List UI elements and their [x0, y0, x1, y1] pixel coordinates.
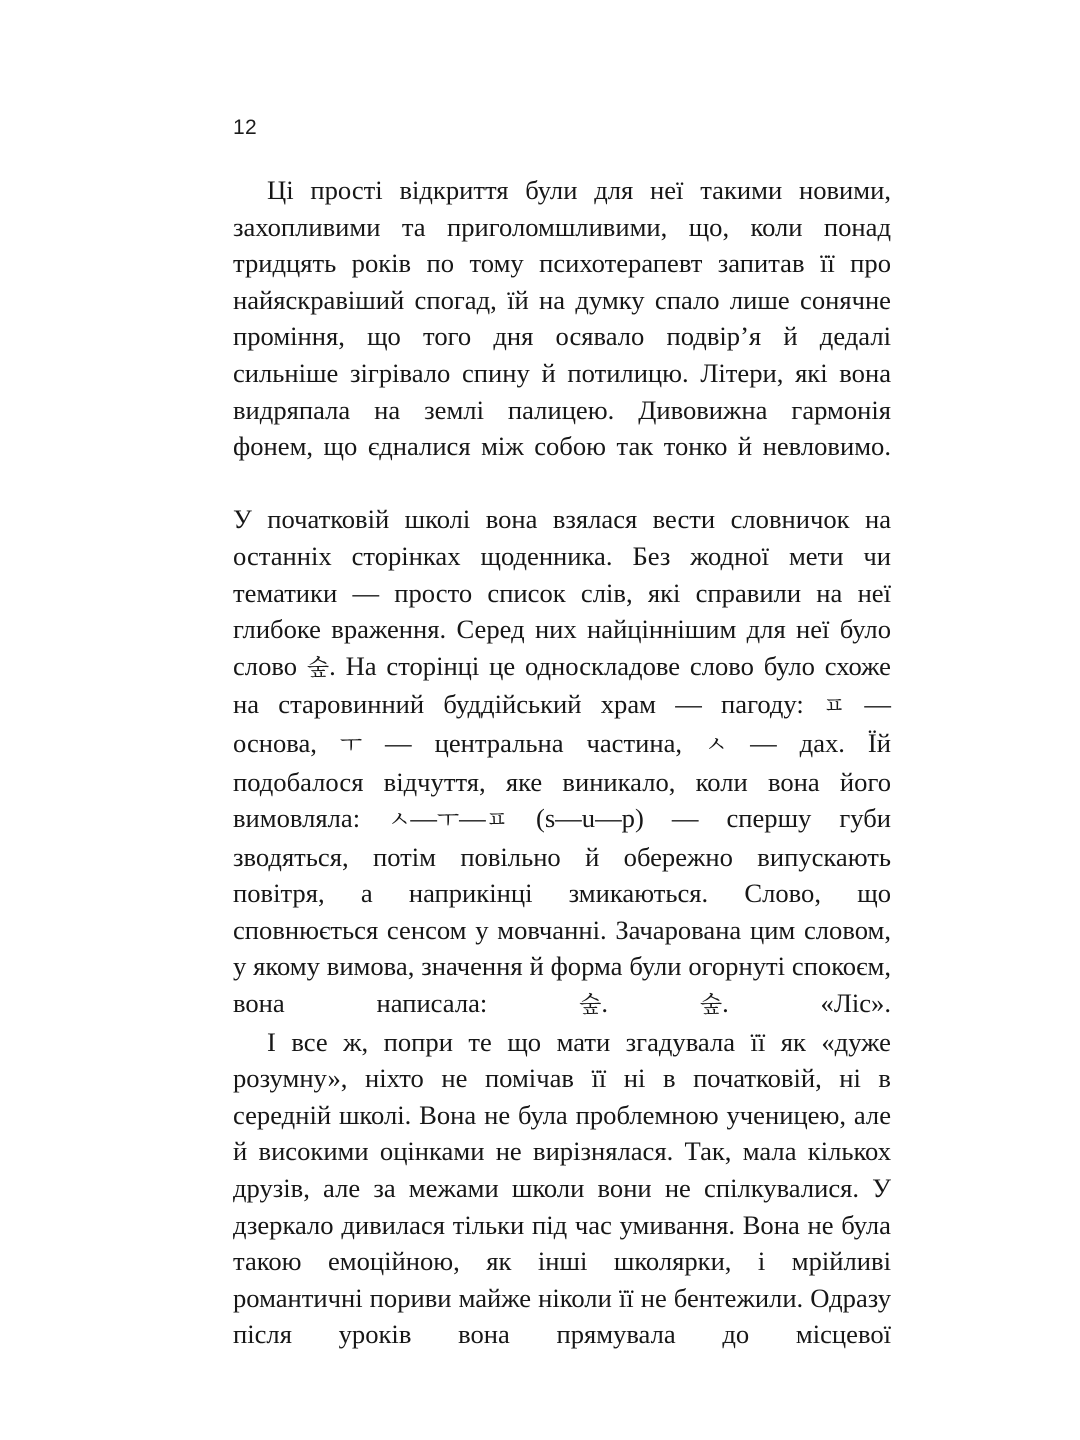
- jamo-pieup-base: ㅍ: [822, 693, 846, 720]
- jamo-sequence-pieup: ㅍ: [485, 807, 508, 834]
- korean-word-sup-1: 숲: [306, 654, 330, 681]
- jamo-sequence-dash-1: —: [410, 803, 437, 834]
- paragraph-2-text-4: — центральна частина,: [362, 727, 705, 758]
- paragraph-2-text-3: — основа,: [233, 689, 892, 758]
- jamo-u-middle: ㅜ: [339, 731, 363, 758]
- paragraph-2-text-1: У початковій школі вона взялася вести словничок на останніх сторінках щоденника. Без жодної мети чи тематики — просто список слів, які справили на неї глибоке враження. Серед них найціннішим для неї було слово: [233, 504, 891, 681]
- paragraph-2-text-8: . «Ліс».: [722, 988, 892, 1019]
- paragraph-2-text-6: (s—u—p) — спершу губи зводяться, потім повільно й обережно випускають повітря, а наприкінці змикаються. Слово, що сповнюється сенсом у мовчанні. Зачарована цим словом, у якому вимова, значення й форма були огорнуті спокоєм, вона написала:: [233, 803, 891, 1019]
- paragraph-2-text-2: . На сторінці це односкладове слово було схоже на старовинний буддійський храм — пагоду:: [233, 650, 891, 720]
- korean-word-sup-2: 숲: [579, 992, 602, 1019]
- paragraph-2: [233, 501, 891, 1023]
- paragraph-1: Ці прості відкриття були для неї такими новими, захопливими та приголомшливими, що, коли понад тридцять років по тому психотерапевт запитав її про найяскравіший спогад, їй на думку спало лише сонячне проміння, що того дня осявало подвір’я й дедалі сильніше зігрівало спину й потилицю. Літери, які вона видряпала на землі палицею. Дивовижна гармонія фонем, що єдналися між собою так тонко й невловимо.: [233, 175, 891, 462]
- paragraph-3: І все ж, попри те що мати згадувала її як «дуже розумну», ніхто не помічав її ні в початковій, ні в середній школі. Вона не була проблемною ученицею, але й високими оцінками не вирізнялася. Так, мала кількох друзів, але за межами школи вони не спілкувалися. У дзеркало дивилася тільки під час умивання. Вона не була такою емоційною, як інші школярки, і мрійливі романтичні пориви майже ніколи її не бентежили. Одразу після уроків вона прямувала до місцевої: [233, 1026, 891, 1350]
- paragraph-2-text-5: — дах. Їй подобалося відчуття, яке виникало, коли вона його вимовляла:: [233, 727, 891, 834]
- body-text-block: [233, 172, 891, 1353]
- jamo-sequence-dash-2: —: [459, 803, 486, 834]
- jamo-sequence-u: ㅜ: [436, 807, 460, 834]
- jamo-siot-roof: ㅅ: [704, 731, 728, 758]
- korean-word-sup-3: 숲: [699, 992, 723, 1019]
- jamo-sequence-siot: ㅅ: [388, 807, 411, 834]
- page-number: 12: [233, 116, 257, 139]
- paragraph-2-text-7: .: [601, 988, 700, 1019]
